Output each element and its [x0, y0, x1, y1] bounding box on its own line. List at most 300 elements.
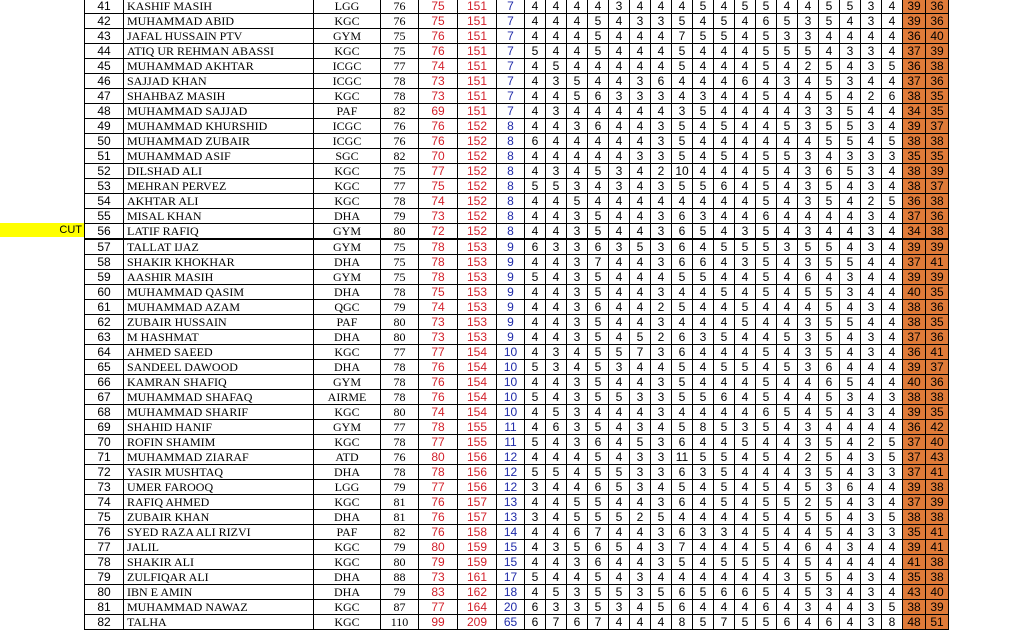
score-cell[interactable]: 5 [756, 555, 777, 570]
score-cell[interactable]: 5 [756, 375, 777, 390]
score-cell[interactable]: 3 [630, 89, 651, 104]
score-cell[interactable]: 4 [672, 89, 693, 104]
score-cell[interactable]: 3 [861, 209, 882, 224]
red-value-cell[interactable]: 75 [419, 0, 458, 14]
score-cell[interactable]: 3 [567, 255, 588, 270]
total-a-cell[interactable]: 38 [903, 510, 926, 525]
total-b-cell[interactable]: 35 [926, 104, 949, 119]
score-cell[interactable]: 2 [861, 89, 882, 104]
score-cell[interactable]: 5 [693, 390, 714, 405]
score-cell[interactable]: 4 [693, 59, 714, 74]
score-cell[interactable]: 5 [882, 435, 903, 450]
score-cell[interactable]: 5 [714, 480, 735, 495]
score-cell[interactable]: 4 [672, 0, 693, 14]
score-cell[interactable]: 3 [651, 495, 672, 510]
score-cell[interactable]: 3 [630, 149, 651, 164]
score-cell[interactable]: 5 [756, 149, 777, 164]
score-cell[interactable]: 4 [840, 495, 861, 510]
name-cell[interactable]: MEHRAN PERVEZ [124, 179, 314, 194]
score-cell[interactable]: 6 [798, 540, 819, 555]
score-cell[interactable]: 2 [861, 435, 882, 450]
score-cell[interactable]: 4 [651, 270, 672, 285]
red-total-cell[interactable]: 162 [458, 585, 497, 600]
score-cell[interactable]: 4 [651, 29, 672, 44]
score-cell[interactable]: 4 [882, 315, 903, 330]
score-cell[interactable]: 4 [651, 0, 672, 14]
score-cell[interactable]: 4 [882, 119, 903, 134]
serial-cell[interactable]: 81 [85, 600, 124, 615]
total-a-cell[interactable]: 37 [903, 435, 926, 450]
score-cell[interactable]: 3 [798, 149, 819, 164]
score-cell[interactable]: 3 [777, 239, 798, 255]
score-cell[interactable]: 3 [546, 74, 567, 89]
score-cell[interactable]: 4 [735, 179, 756, 194]
score-cell[interactable]: 5 [588, 14, 609, 29]
score-cell[interactable]: 3 [798, 255, 819, 270]
score-cell[interactable]: 4 [861, 134, 882, 149]
red-total-cell[interactable]: 152 [458, 149, 497, 164]
blue-value-cell[interactable]: 11 [497, 420, 525, 435]
score-cell[interactable]: 4 [546, 44, 567, 59]
score-cell[interactable]: 4 [567, 345, 588, 360]
age-cell[interactable]: 75 [381, 29, 419, 44]
score-cell[interactable]: 5 [588, 600, 609, 615]
score-cell[interactable]: 5 [588, 570, 609, 585]
total-b-cell[interactable]: 39 [926, 270, 949, 285]
serial-cell[interactable]: 59 [85, 270, 124, 285]
score-cell[interactable]: 5 [777, 330, 798, 345]
score-cell[interactable]: 3 [840, 74, 861, 89]
score-cell[interactable]: 3 [651, 134, 672, 149]
score-cell[interactable]: 6 [819, 615, 840, 630]
red-value-cell[interactable]: 83 [419, 585, 458, 600]
serial-cell[interactable]: 75 [85, 510, 124, 525]
total-b-cell[interactable]: 40 [926, 29, 949, 44]
score-cell[interactable]: 4 [672, 194, 693, 209]
score-cell[interactable]: 8 [693, 420, 714, 435]
serial-cell[interactable]: 64 [85, 345, 124, 360]
score-cell[interactable]: 4 [756, 119, 777, 134]
score-cell[interactable]: 4 [777, 164, 798, 179]
red-total-cell[interactable]: 153 [458, 239, 497, 255]
score-cell[interactable]: 5 [735, 360, 756, 375]
score-cell[interactable]: 4 [609, 14, 630, 29]
score-cell[interactable]: 3 [651, 375, 672, 390]
score-cell[interactable]: 3 [882, 465, 903, 480]
score-cell[interactable]: 5 [588, 29, 609, 44]
name-cell[interactable]: YASIR MUSHTAQ [124, 465, 314, 480]
score-cell[interactable]: 4 [630, 119, 651, 134]
score-cell[interactable]: 4 [525, 74, 546, 89]
score-cell[interactable]: 4 [735, 480, 756, 495]
serial-cell[interactable]: 56 [85, 224, 124, 240]
score-cell[interactable]: 6 [777, 615, 798, 630]
red-total-cell[interactable]: 152 [458, 224, 497, 240]
unit-cell[interactable]: DHA [314, 570, 381, 585]
red-total-cell[interactable]: 153 [458, 285, 497, 300]
score-cell[interactable]: 4 [546, 315, 567, 330]
total-a-cell[interactable]: 39 [903, 360, 926, 375]
score-cell[interactable]: 5 [798, 44, 819, 59]
score-cell[interactable]: 5 [609, 480, 630, 495]
score-cell[interactable]: 4 [735, 285, 756, 300]
score-cell[interactable]: 4 [714, 104, 735, 119]
score-cell[interactable]: 3 [609, 0, 630, 14]
name-cell[interactable]: MUHAMMAD AZAM [124, 300, 314, 315]
score-cell[interactable]: 5 [714, 119, 735, 134]
score-cell[interactable]: 2 [630, 510, 651, 525]
score-cell[interactable]: 6 [672, 345, 693, 360]
name-cell[interactable]: ZUBAIR KHAN [124, 510, 314, 525]
score-cell[interactable]: 4 [777, 540, 798, 555]
score-cell[interactable]: 3 [861, 495, 882, 510]
score-cell[interactable]: 3 [546, 164, 567, 179]
score-cell[interactable]: 4 [546, 450, 567, 465]
score-cell[interactable]: 4 [861, 375, 882, 390]
score-cell[interactable]: 5 [840, 119, 861, 134]
score-cell[interactable]: 3 [861, 300, 882, 315]
score-cell[interactable]: 4 [609, 104, 630, 119]
score-cell[interactable]: 4 [882, 164, 903, 179]
score-cell[interactable]: 3 [651, 435, 672, 450]
serial-cell[interactable]: 79 [85, 570, 124, 585]
name-cell[interactable]: MUHAMMAD ABID [124, 14, 314, 29]
name-cell[interactable]: TALHA [124, 615, 314, 630]
age-cell[interactable]: 79 [381, 480, 419, 495]
score-cell[interactable]: 4 [693, 570, 714, 585]
score-cell[interactable]: 5 [819, 134, 840, 149]
red-total-cell[interactable]: 158 [458, 525, 497, 540]
total-a-cell[interactable]: 36 [903, 420, 926, 435]
score-cell[interactable]: 4 [861, 555, 882, 570]
blue-value-cell[interactable]: 7 [497, 14, 525, 29]
score-cell[interactable]: 6 [672, 224, 693, 240]
red-total-cell[interactable]: 156 [458, 480, 497, 495]
score-cell[interactable]: 5 [567, 74, 588, 89]
score-cell[interactable]: 4 [693, 315, 714, 330]
red-total-cell[interactable]: 151 [458, 59, 497, 74]
score-cell[interactable]: 4 [840, 600, 861, 615]
score-cell[interactable]: 3 [798, 330, 819, 345]
red-value-cell[interactable]: 99 [419, 615, 458, 630]
score-cell[interactable]: 4 [693, 555, 714, 570]
blue-value-cell[interactable]: 11 [497, 435, 525, 450]
score-cell[interactable]: 5 [798, 510, 819, 525]
score-cell[interactable]: 5 [588, 164, 609, 179]
total-b-cell[interactable]: 41 [926, 540, 949, 555]
score-cell[interactable]: 4 [609, 29, 630, 44]
score-cell[interactable]: 3 [777, 570, 798, 585]
score-cell[interactable]: 3 [567, 600, 588, 615]
score-cell[interactable]: 4 [630, 405, 651, 420]
total-b-cell[interactable]: 38 [926, 59, 949, 74]
serial-cell[interactable]: 46 [85, 74, 124, 89]
score-cell[interactable]: 3 [525, 480, 546, 495]
red-total-cell[interactable]: 153 [458, 255, 497, 270]
score-cell[interactable]: 5 [882, 600, 903, 615]
score-cell[interactable]: 4 [840, 585, 861, 600]
score-cell[interactable]: 4 [609, 435, 630, 450]
age-cell[interactable]: 82 [381, 104, 419, 119]
total-b-cell[interactable]: 36 [926, 14, 949, 29]
score-cell[interactable]: 4 [714, 570, 735, 585]
blue-value-cell[interactable]: 18 [497, 585, 525, 600]
score-cell[interactable]: 6 [588, 300, 609, 315]
red-value-cell[interactable]: 77 [419, 600, 458, 615]
score-cell[interactable]: 3 [798, 435, 819, 450]
total-a-cell[interactable]: 39 [903, 14, 926, 29]
score-cell[interactable]: 4 [735, 44, 756, 59]
score-cell[interactable]: 4 [798, 74, 819, 89]
score-cell[interactable]: 4 [525, 59, 546, 74]
age-cell[interactable]: 78 [381, 435, 419, 450]
score-cell[interactable]: 5 [819, 450, 840, 465]
score-cell[interactable]: 3 [798, 119, 819, 134]
score-cell[interactable]: 5 [630, 435, 651, 450]
score-cell[interactable]: 4 [735, 390, 756, 405]
red-value-cell[interactable]: 78 [419, 420, 458, 435]
score-cell[interactable]: 4 [525, 375, 546, 390]
score-cell[interactable]: 4 [693, 74, 714, 89]
unit-cell[interactable]: KGC [314, 555, 381, 570]
score-cell[interactable]: 4 [819, 555, 840, 570]
name-cell[interactable]: MUHAMMAD ZIARAF [124, 450, 314, 465]
score-cell[interactable]: 5 [609, 585, 630, 600]
red-value-cell[interactable]: 76 [419, 390, 458, 405]
name-cell[interactable]: UMER FAROOQ [124, 480, 314, 495]
score-cell[interactable]: 3 [651, 179, 672, 194]
score-cell[interactable]: 4 [525, 315, 546, 330]
red-total-cell[interactable]: 154 [458, 375, 497, 390]
age-cell[interactable]: 79 [381, 585, 419, 600]
score-cell[interactable]: 4 [714, 300, 735, 315]
score-cell[interactable]: 5 [546, 585, 567, 600]
score-cell[interactable]: 5 [840, 164, 861, 179]
score-cell[interactable]: 5 [672, 420, 693, 435]
score-cell[interactable]: 4 [777, 465, 798, 480]
score-cell[interactable]: 5 [840, 315, 861, 330]
score-cell[interactable]: 3 [882, 390, 903, 405]
score-cell[interactable]: 5 [882, 59, 903, 74]
score-cell[interactable]: 3 [609, 600, 630, 615]
score-cell[interactable]: 5 [525, 465, 546, 480]
score-cell[interactable]: 4 [798, 390, 819, 405]
total-a-cell[interactable]: 34 [903, 104, 926, 119]
total-b-cell[interactable]: 36 [926, 375, 949, 390]
score-cell[interactable]: 4 [882, 330, 903, 345]
score-cell[interactable]: 3 [798, 345, 819, 360]
score-cell[interactable]: 4 [882, 555, 903, 570]
score-cell[interactable]: 3 [693, 525, 714, 540]
score-cell[interactable]: 4 [609, 420, 630, 435]
score-cell[interactable]: 5 [777, 14, 798, 29]
score-cell[interactable]: 3 [630, 480, 651, 495]
score-cell[interactable]: 5 [735, 0, 756, 14]
score-cell[interactable]: 8 [672, 615, 693, 630]
score-cell[interactable]: 7 [588, 525, 609, 540]
score-cell[interactable]: 3 [735, 420, 756, 435]
score-cell[interactable]: 4 [525, 104, 546, 119]
score-cell[interactable]: 5 [588, 285, 609, 300]
red-value-cell[interactable]: 76 [419, 375, 458, 390]
score-cell[interactable]: 5 [714, 360, 735, 375]
score-cell[interactable]: 5 [588, 224, 609, 240]
score-cell[interactable]: 3 [798, 315, 819, 330]
score-cell[interactable]: 3 [567, 315, 588, 330]
score-cell[interactable]: 4 [882, 360, 903, 375]
red-value-cell[interactable]: 78 [419, 239, 458, 255]
score-cell[interactable]: 4 [756, 360, 777, 375]
score-cell[interactable]: 3 [798, 179, 819, 194]
score-cell[interactable]: 4 [630, 104, 651, 119]
score-cell[interactable]: 4 [840, 300, 861, 315]
score-cell[interactable]: 5 [588, 270, 609, 285]
blue-value-cell[interactable]: 9 [497, 270, 525, 285]
score-cell[interactable]: 7 [672, 29, 693, 44]
score-cell[interactable]: 3 [546, 239, 567, 255]
age-cell[interactable]: 75 [381, 44, 419, 59]
unit-cell[interactable]: ICGC [314, 119, 381, 134]
score-cell[interactable]: 4 [630, 224, 651, 240]
serial-cell[interactable]: 61 [85, 300, 124, 315]
score-cell[interactable]: 4 [735, 194, 756, 209]
score-cell[interactable]: 4 [798, 375, 819, 390]
total-b-cell[interactable]: 38 [926, 224, 949, 240]
unit-cell[interactable]: KGC [314, 164, 381, 179]
score-cell[interactable]: 4 [546, 375, 567, 390]
score-cell[interactable]: 6 [672, 465, 693, 480]
score-cell[interactable]: 5 [756, 450, 777, 465]
score-cell[interactable]: 5 [693, 179, 714, 194]
unit-cell[interactable]: KGC [314, 600, 381, 615]
score-cell[interactable]: 5 [714, 465, 735, 480]
score-cell[interactable]: 4 [819, 420, 840, 435]
score-cell[interactable]: 5 [672, 555, 693, 570]
total-b-cell[interactable]: 35 [926, 89, 949, 104]
score-cell[interactable]: 5 [819, 239, 840, 255]
score-cell[interactable]: 3 [861, 179, 882, 194]
score-cell[interactable]: 4 [777, 285, 798, 300]
score-cell[interactable]: 4 [735, 465, 756, 480]
total-a-cell[interactable]: 41 [903, 555, 926, 570]
score-cell[interactable]: 4 [882, 255, 903, 270]
score-cell[interactable]: 4 [756, 315, 777, 330]
score-cell[interactable]: 4 [567, 480, 588, 495]
red-total-cell[interactable]: 153 [458, 270, 497, 285]
name-cell[interactable]: AHMED SAEED [124, 345, 314, 360]
score-cell[interactable]: 4 [735, 164, 756, 179]
score-cell[interactable]: 5 [777, 405, 798, 420]
score-cell[interactable]: 4 [840, 29, 861, 44]
score-cell[interactable]: 4 [588, 74, 609, 89]
age-cell[interactable]: 79 [381, 300, 419, 315]
score-cell[interactable]: 4 [630, 134, 651, 149]
score-cell[interactable]: 4 [525, 255, 546, 270]
score-cell[interactable]: 4 [546, 224, 567, 240]
total-a-cell[interactable]: 37 [903, 450, 926, 465]
total-b-cell[interactable]: 39 [926, 164, 949, 179]
score-cell[interactable]: 5 [693, 29, 714, 44]
score-cell[interactable]: 4 [567, 570, 588, 585]
red-value-cell[interactable]: 69 [419, 104, 458, 119]
serial-cell[interactable]: 74 [85, 495, 124, 510]
score-cell[interactable]: 5 [798, 239, 819, 255]
score-cell[interactable]: 4 [735, 570, 756, 585]
blue-value-cell[interactable]: 14 [497, 525, 525, 540]
score-cell[interactable]: 3 [861, 585, 882, 600]
score-cell[interactable]: 4 [693, 14, 714, 29]
score-cell[interactable]: 4 [609, 134, 630, 149]
total-a-cell[interactable]: 37 [903, 209, 926, 224]
score-cell[interactable]: 4 [693, 285, 714, 300]
score-cell[interactable]: 3 [567, 209, 588, 224]
red-total-cell[interactable]: 151 [458, 104, 497, 119]
score-cell[interactable]: 4 [714, 0, 735, 14]
age-cell[interactable]: 77 [381, 420, 419, 435]
score-cell[interactable]: 5 [525, 570, 546, 585]
score-cell[interactable]: 6 [672, 435, 693, 450]
unit-cell[interactable]: LGG [314, 480, 381, 495]
score-cell[interactable]: 5 [588, 390, 609, 405]
score-cell[interactable]: 2 [651, 164, 672, 179]
unit-cell[interactable]: GYM [314, 375, 381, 390]
score-cell[interactable]: 3 [630, 465, 651, 480]
age-cell[interactable]: 78 [381, 74, 419, 89]
serial-cell[interactable]: 50 [85, 134, 124, 149]
score-cell[interactable]: 5 [819, 14, 840, 29]
blue-value-cell[interactable]: 10 [497, 405, 525, 420]
score-cell[interactable]: 3 [546, 360, 567, 375]
score-cell[interactable]: 6 [588, 480, 609, 495]
score-cell[interactable]: 11 [672, 450, 693, 465]
score-cell[interactable]: 5 [756, 59, 777, 74]
score-cell[interactable]: 4 [714, 255, 735, 270]
score-cell[interactable]: 3 [651, 525, 672, 540]
score-cell[interactable]: 3 [693, 209, 714, 224]
red-value-cell[interactable]: 76 [419, 510, 458, 525]
unit-cell[interactable]: GYM [314, 270, 381, 285]
score-cell[interactable]: 5 [756, 29, 777, 44]
score-cell[interactable]: 3 [567, 270, 588, 285]
score-cell[interactable]: 5 [525, 270, 546, 285]
score-cell[interactable]: 4 [882, 0, 903, 14]
score-cell[interactable]: 3 [651, 239, 672, 255]
score-cell[interactable]: 4 [609, 375, 630, 390]
age-cell[interactable]: 78 [381, 285, 419, 300]
red-total-cell[interactable]: 154 [458, 345, 497, 360]
name-cell[interactable]: KASHIF MASIH [124, 0, 314, 14]
unit-cell[interactable]: PAF [314, 104, 381, 119]
red-value-cell[interactable]: 76 [419, 495, 458, 510]
score-cell[interactable]: 5 [819, 59, 840, 74]
score-cell[interactable]: 4 [882, 480, 903, 495]
score-cell[interactable]: 3 [819, 480, 840, 495]
unit-cell[interactable]: QGC [314, 300, 381, 315]
unit-cell[interactable]: DHA [314, 330, 381, 345]
score-cell[interactable]: 4 [714, 510, 735, 525]
score-cell[interactable]: 5 [882, 510, 903, 525]
score-cell[interactable]: 4 [693, 239, 714, 255]
score-cell[interactable]: 6 [798, 270, 819, 285]
score-cell[interactable]: 3 [840, 149, 861, 164]
score-cell[interactable]: 4 [525, 405, 546, 420]
score-cell[interactable]: 5 [819, 390, 840, 405]
score-cell[interactable]: 4 [882, 29, 903, 44]
score-cell[interactable]: 4 [819, 224, 840, 240]
score-cell[interactable]: 5 [840, 375, 861, 390]
serial-cell[interactable]: 70 [85, 435, 124, 450]
total-b-cell[interactable]: 43 [926, 450, 949, 465]
